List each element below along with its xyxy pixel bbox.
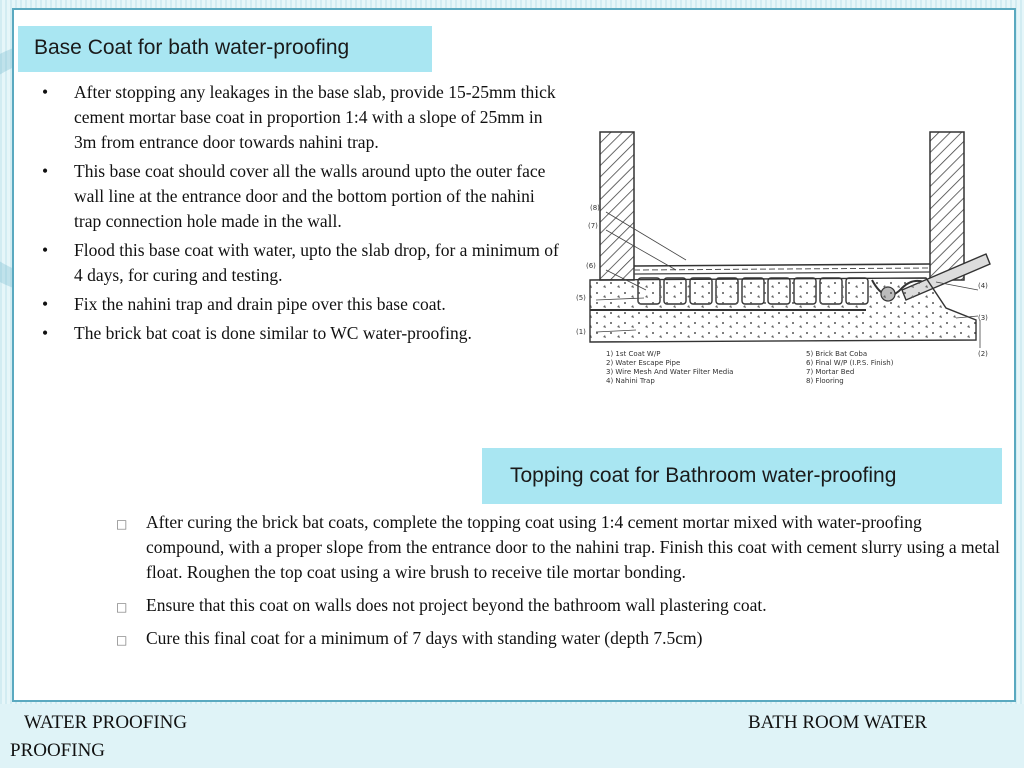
bullet-dot: • [42, 323, 49, 343]
callout-3: (3) [978, 314, 988, 322]
left-wall [600, 132, 634, 280]
base-slab [590, 278, 976, 342]
diagram-svg [566, 120, 996, 395]
list-item: □ After curing the brick bat coats, complete the topping coat using 1:4 cement mortar mixed with water-proofing compound, with a proper slope from the entrance door to the nahini trap. Finish this coat with cement slurry using a metal float. Roughen the top coat using a wire brush to receive tile mortar bonding. [116, 512, 1000, 582]
footer-right-text: BATH ROOM WATER [748, 712, 928, 733]
list-item: • Fix the nahini trap and drain pipe over this base coat. [34, 292, 564, 317]
flooring-layers [634, 264, 930, 274]
square-bullet-icon: □ [116, 633, 128, 647]
legend-item: 4) Nahini Trap [606, 377, 655, 385]
right-wall [930, 132, 964, 280]
bullet-dot: • [42, 82, 49, 102]
list-item: • This base coat should cover all the walls around upto the outer face wall line at the entrance door and the bottom portion of the nahini trap connection hole made in the wall. [42, 161, 546, 231]
list-item: • After stopping any leakages in the base slab, provide 15-25mm thick cement mortar base coat in proportion 1:4 with a slope of 25mm in 3m from entrance door towards nahini trap. [42, 82, 556, 152]
topping-coat-bullet-list [114, 510, 1004, 659]
list-item: □ Cure this final coat for a minimum of 7 days with standing water (depth 7.5cm) [114, 626, 1004, 651]
legend-item: 8) Flooring [806, 377, 844, 385]
footer-second-line: PROOFING [10, 740, 106, 761]
callout-4: (4) [978, 282, 988, 290]
legend-item: 7) Mortar Bed [806, 368, 855, 376]
bullet-dot: • [42, 240, 49, 260]
topping-coat-title [482, 448, 1002, 504]
callout-7: (7) [588, 222, 598, 230]
legend-item: 6) Final W/P (I.P.S. Finish) [806, 359, 894, 367]
base-coat-title [18, 26, 432, 72]
callout-2: (2) [978, 350, 988, 358]
callout-1: (1) [576, 328, 586, 336]
legend-item: 1) 1st Coat W/P [606, 350, 661, 358]
callout-5: (5) [576, 294, 586, 302]
callout-6: (6) [586, 262, 596, 270]
callout-8: (8) [590, 204, 600, 212]
footer-left-text: WATER PROOFING [24, 712, 188, 733]
bullet-dot: • [42, 294, 49, 314]
bullet-dot: • [42, 161, 49, 181]
square-bullet-icon: □ [116, 517, 128, 531]
legend-item: 3) Wire Mesh And Water Filter Media [606, 368, 734, 376]
legend-item: 5) Brick Bat Coba [806, 350, 868, 358]
legend-item: 2) Water Escape Pipe [606, 359, 681, 367]
base-coat-title-text: Base Coat for bath water-proofing [34, 36, 350, 59]
list-item: • The brick bat coat is done similar to WC water-proofing. [34, 321, 564, 346]
bathroom-section-diagram [566, 120, 996, 395]
square-bullet-icon: □ [116, 600, 128, 614]
base-coat-bullet-list [34, 80, 564, 350]
list-item: • Flood this base coat with water, upto the slab drop, for a minimum of 4 days, for curing and testing. [42, 240, 559, 285]
legend [606, 350, 894, 385]
topping-coat-title-text: Topping coat for Bathroom water-proofing [510, 464, 897, 487]
slide-footer [0, 704, 1024, 768]
list-item: □ Ensure that this coat on walls does not project beyond the bathroom wall plastering coat. [114, 593, 1004, 618]
